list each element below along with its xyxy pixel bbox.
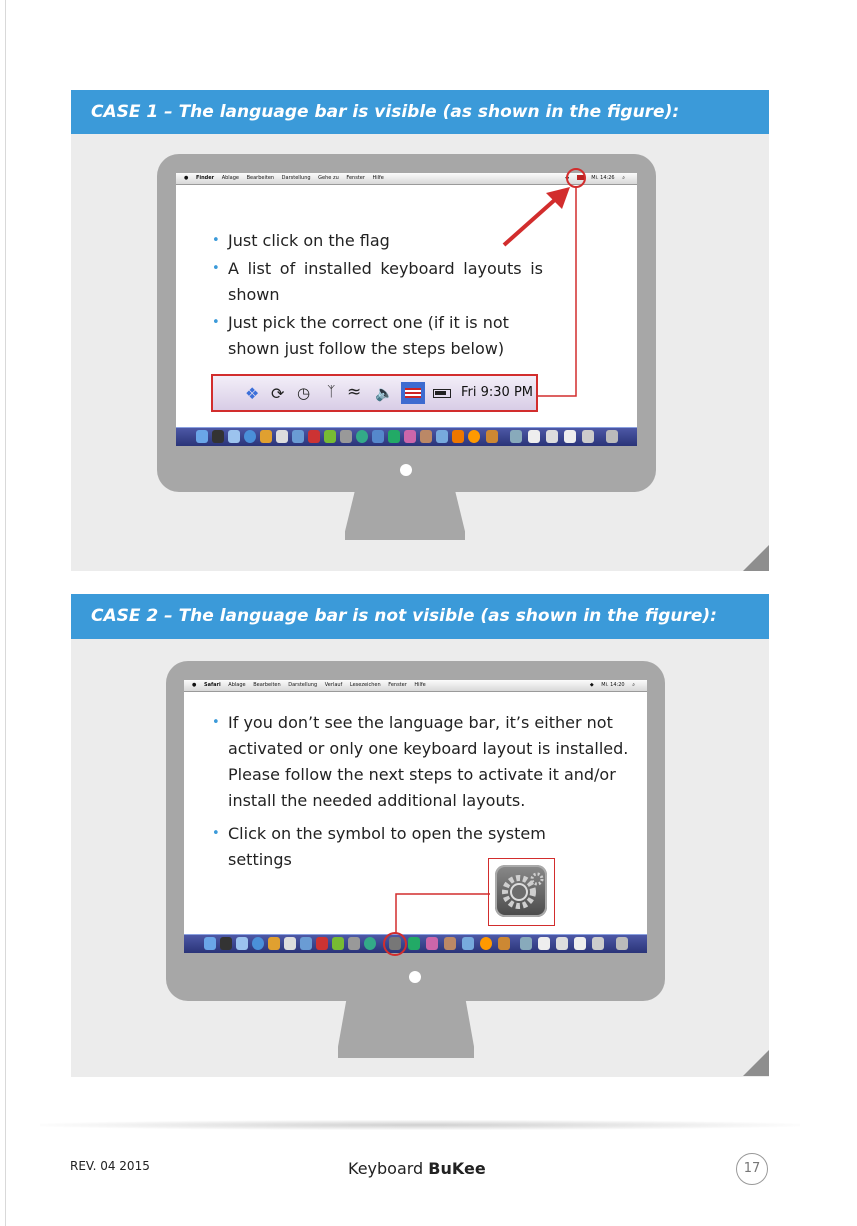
menu-item-ablage[interactable]: Ablage — [221, 175, 239, 181]
dropbox-icon[interactable]: ❖ — [245, 384, 260, 403]
volume-icon[interactable]: 🔈 — [375, 384, 394, 402]
bullet-dot: • — [212, 826, 220, 841]
case2-menubar — [184, 680, 647, 692]
dock-icon-app[interactable] — [452, 430, 464, 443]
menu-app-name[interactable]: Safari — [203, 682, 221, 688]
dock-icon-app[interactable] — [436, 430, 448, 443]
menubar-clock[interactable]: Mi. 14:26 — [591, 175, 615, 181]
apple-icon[interactable]: ● — [184, 175, 189, 181]
dock-icon-folder[interactable] — [510, 430, 522, 443]
menu-item-bearbeiten[interactable]: Bearbeiten — [246, 175, 275, 181]
dock-icon-app[interactable] — [480, 937, 492, 950]
case2-dock — [184, 934, 647, 953]
dock-icon-mail[interactable] — [228, 430, 240, 443]
gear-icon[interactable] — [495, 865, 547, 917]
bullet-dot: • — [212, 715, 220, 730]
language-bar-zoom — [211, 374, 538, 412]
menu-item-hilfe[interactable]: Hilfe — [414, 682, 426, 688]
case1-bullet-3 — [212, 310, 543, 362]
case1-header: CASE 1 – The language bar is visible (as shown in the figure): — [71, 90, 769, 134]
menu-item-darstellung[interactable]: Darstellung — [281, 175, 311, 181]
dock-icon-app[interactable] — [340, 430, 352, 443]
case1-stand — [345, 492, 465, 540]
menubar-status — [590, 680, 641, 691]
connector-line — [393, 892, 491, 936]
dock-icon-app[interactable] — [316, 937, 328, 950]
dropbox-icon[interactable]: ◆ — [565, 175, 570, 181]
dock-icon-app[interactable] — [486, 430, 498, 443]
dock-icon-finder[interactable] — [204, 937, 216, 950]
brand-footer — [348, 1159, 486, 1178]
dock-icon-app[interactable] — [372, 430, 384, 443]
dock-icon-app[interactable] — [292, 430, 304, 443]
case1-bullet-2 — [212, 256, 543, 308]
case1-page-fold — [743, 545, 769, 571]
dock-icon-app[interactable] — [364, 937, 376, 950]
dock-icon-app[interactable] — [332, 937, 344, 950]
dock-icon-folder[interactable] — [528, 430, 540, 443]
dropbox-icon[interactable]: ◆ — [589, 682, 594, 688]
battery-icon[interactable] — [433, 389, 451, 398]
dock-icon-app[interactable] — [284, 937, 296, 950]
dock-icon-safari[interactable] — [244, 430, 256, 443]
bullet-dot: • — [212, 261, 220, 276]
dock-icon-trash[interactable] — [616, 937, 628, 950]
dock-icon-app[interactable] — [426, 937, 438, 950]
menu-app-name[interactable]: Finder — [195, 175, 215, 181]
footer-divider — [40, 1120, 800, 1130]
case1-bullet-1 — [212, 228, 543, 254]
bullet-text: A list of installed keyboard layouts is shown — [228, 259, 543, 304]
bullet-text: If you don’t see the language bar, it’s either not activated or only one keyboard layout is installed. Please follow the next steps to activate it and/or install the needed additional layouts. — [228, 713, 629, 810]
page-number: 17 — [743, 1161, 761, 1176]
dock-icon-app[interactable] — [260, 430, 272, 443]
spotlight-icon[interactable]: ⌕ — [622, 175, 625, 181]
revision-label: REV. 04 2015 — [70, 1159, 150, 1173]
dock-icon-app[interactable] — [300, 937, 312, 950]
dock-icon-mail[interactable] — [236, 937, 248, 950]
dock-icon-app[interactable] — [324, 430, 336, 443]
dock-icon-app[interactable] — [276, 430, 288, 443]
wifi-icon[interactable]: ≈ — [347, 382, 362, 402]
case2-header: CASE 2 – The language bar is not visible (as shown in the figure): — [71, 594, 769, 639]
dock-icon-app[interactable] — [308, 430, 320, 443]
system-preferences-zoom — [488, 858, 555, 926]
dock-icon-app[interactable] — [388, 430, 400, 443]
menu-item-fenster[interactable]: Fenster — [346, 175, 365, 181]
dock-icon-folder[interactable] — [556, 937, 568, 950]
page-margin-line — [5, 0, 6, 1226]
bullet-text: Just click on the flag — [228, 231, 390, 250]
dock-icon-trash[interactable] — [606, 430, 618, 443]
case1-power-dot — [400, 464, 412, 476]
case2-bullet-1 — [212, 710, 638, 814]
dock-icon-folder[interactable] — [520, 937, 532, 950]
menu-item-ablage[interactable]: Ablage — [228, 682, 246, 688]
menu-item-gehe-zu[interactable]: Gehe zu — [318, 175, 339, 181]
dock-icon-app[interactable] — [408, 937, 420, 950]
dock-icon-folder[interactable] — [592, 937, 604, 950]
menubar-clock[interactable]: Mi. 14:20 — [601, 682, 625, 688]
menu-item-verlauf[interactable]: Verlauf — [324, 682, 343, 688]
brand-name: BuKee — [428, 1159, 486, 1178]
apple-icon[interactable]: ● — [192, 682, 197, 688]
dock-icon-app[interactable] — [356, 430, 368, 443]
flag-highlight-circle — [566, 168, 586, 188]
dock-icon-finder[interactable] — [196, 430, 208, 443]
spotlight-icon[interactable]: ⌕ — [632, 682, 635, 688]
dock-icon-app[interactable] — [468, 430, 480, 443]
bullet-text: Just pick the correct one (if it is not shown just follow the steps below) — [228, 313, 509, 358]
dock-icon-app[interactable] — [404, 430, 416, 443]
bullet-dot: • — [212, 315, 220, 330]
langbar-clock[interactable]: Fri 9:30 PM — [461, 385, 534, 400]
dock-icon-folder[interactable] — [574, 937, 586, 950]
us-flag-icon[interactable] — [401, 382, 425, 404]
case2-power-dot — [409, 971, 421, 983]
connector-line — [536, 186, 580, 400]
time-machine-icon[interactable]: ◷ — [297, 384, 311, 402]
dock-icon-app[interactable] — [420, 430, 432, 443]
case1-dock — [176, 427, 637, 446]
dock-icon-folder[interactable] — [538, 937, 550, 950]
dock-icon-dashboard[interactable] — [212, 430, 224, 443]
dock-icon-dashboard[interactable] — [220, 937, 232, 950]
bullet-dot: • — [212, 233, 220, 248]
dock-icon-app[interactable] — [462, 937, 474, 950]
dock-icon-app[interactable] — [498, 937, 510, 950]
menu-item-lesezeichen[interactable]: Lesezeichen — [349, 682, 381, 688]
dock-icon-folder[interactable] — [564, 430, 576, 443]
menu-item-darstellung[interactable]: Darstellung — [288, 682, 318, 688]
dock-icon-app[interactable] — [348, 937, 360, 950]
dock-highlight-circle — [383, 932, 407, 956]
brand-prefix: Keyboard — [348, 1159, 429, 1178]
sync-icon[interactable]: ⟳ — [271, 384, 285, 403]
bluetooth-icon[interactable]: ᛉ — [327, 384, 336, 400]
bullet-text: Click on the symbol to open the system settings — [228, 824, 546, 869]
case2-stand — [338, 1001, 474, 1058]
dock-icon-folder[interactable] — [582, 430, 594, 443]
menu-item-bearbeiten[interactable]: Bearbeiten — [253, 682, 281, 688]
case2-page-fold — [743, 1050, 769, 1076]
menu-item-hilfe[interactable]: Hilfe — [372, 175, 384, 181]
page-number-circle — [736, 1153, 768, 1185]
dock-icon-app[interactable] — [444, 937, 456, 950]
dock-icon-folder[interactable] — [546, 430, 558, 443]
dock-icon-app[interactable] — [268, 937, 280, 950]
menu-item-fenster[interactable]: Fenster — [388, 682, 407, 688]
dock-icon-safari[interactable] — [252, 937, 264, 950]
